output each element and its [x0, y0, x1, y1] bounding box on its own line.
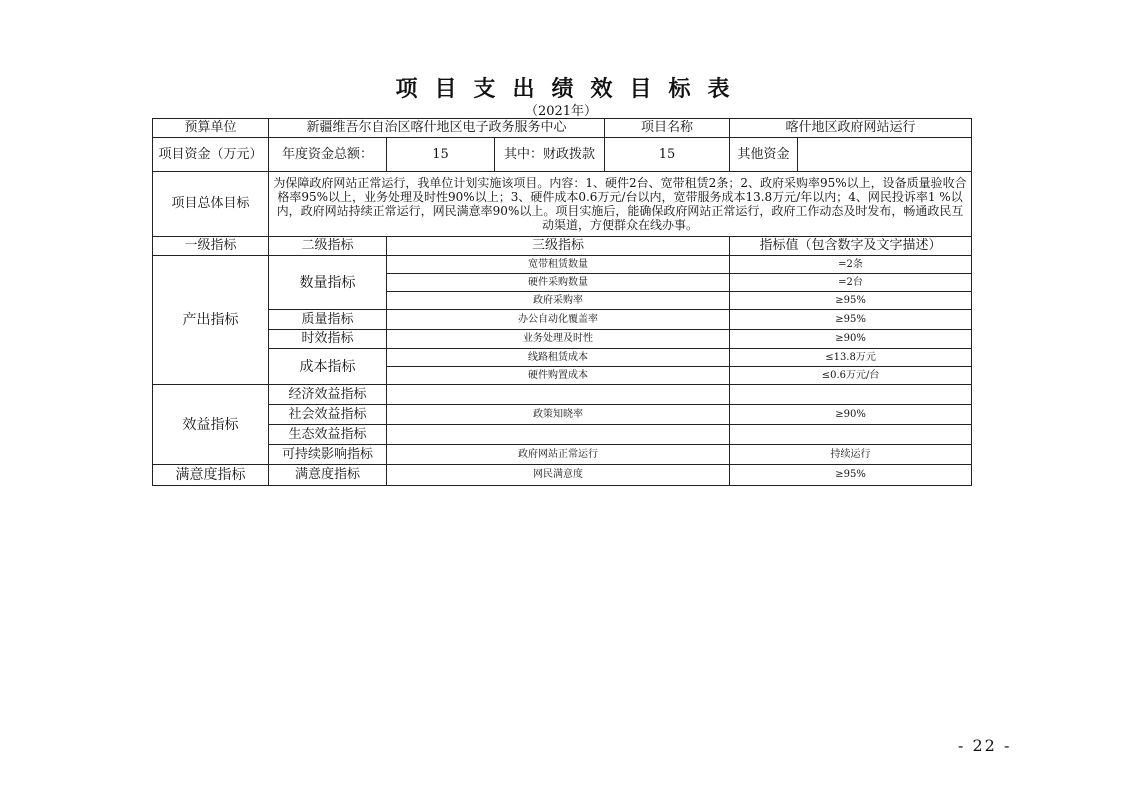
- indicator-value: ≤13.8万元: [730, 349, 972, 367]
- satisfaction-sub-label: 满意度指标: [269, 465, 387, 486]
- performance-table: [152, 118, 972, 486]
- budget-unit-value: 新疆维吾尔自治区喀什地区电子政务服务中心: [269, 119, 605, 138]
- project-name-value: 喀什地区政府网站运行: [730, 119, 972, 138]
- indicator-name: 政府网站正常运行: [387, 445, 730, 465]
- table-row: [153, 310, 972, 330]
- cost-indicator-label: 成本指标: [269, 349, 387, 385]
- table-row: [153, 425, 972, 445]
- indicator-name: 政策知晓率: [387, 405, 730, 425]
- level3-header: 三级指标: [387, 237, 730, 256]
- indicator-name: [387, 425, 730, 445]
- social-benefit-label: 社会效益指标: [269, 405, 387, 425]
- table-row: [153, 405, 972, 425]
- indicator-name: 办公自动化覆盖率: [387, 310, 730, 330]
- satisfaction-indicator-label: 满意度指标: [153, 465, 269, 486]
- table-row: [153, 138, 972, 172]
- indicator-value: [730, 425, 972, 445]
- table-row: [153, 349, 972, 367]
- level2-header: 二级指标: [269, 237, 387, 256]
- indicator-value: ≤0.6万元/台: [730, 367, 972, 385]
- annual-total-value: 15: [387, 138, 495, 172]
- indicator-name: 网民满意度: [387, 465, 730, 486]
- indicator-name: 业务处理及时性: [387, 330, 730, 349]
- output-indicator-label: 产出指标: [153, 256, 269, 385]
- fiscal-allocation-value: 15: [605, 138, 730, 172]
- fiscal-allocation-label: 其中：财政拨款: [495, 138, 605, 172]
- indicator-name: 政府采购率: [387, 292, 730, 310]
- indicator-value: =2条: [730, 256, 972, 274]
- indicator-name: 线路租赁成本: [387, 349, 730, 367]
- table-row: [153, 237, 972, 256]
- indicator-value: ≥95%: [730, 465, 972, 486]
- indicator-value: [730, 385, 972, 405]
- table-row: [153, 172, 972, 237]
- page-number: - 22 -: [958, 736, 1012, 755]
- indicator-value: ≥90%: [730, 405, 972, 425]
- indicator-value: ≥95%: [730, 292, 972, 310]
- table-row: [153, 385, 972, 405]
- indicator-name: 宽带租赁数量: [387, 256, 730, 274]
- sustainable-impact-label: 可持续影响指标: [269, 445, 387, 465]
- project-funds-label: 项目资金（万元）: [153, 138, 269, 172]
- indicator-name: 硬件采购数量: [387, 274, 730, 292]
- table-row: [153, 465, 972, 486]
- indicator-name: 硬件购置成本: [387, 367, 730, 385]
- indicator-name: [387, 385, 730, 405]
- table-row: [153, 445, 972, 465]
- indicator-value: ≥90%: [730, 330, 972, 349]
- indicator-value: =2台: [730, 274, 972, 292]
- table-row: [153, 256, 972, 274]
- other-funds-label: 其他资金: [730, 138, 798, 172]
- quality-indicator-label: 质量指标: [269, 310, 387, 330]
- indicator-value: 持续运行: [730, 445, 972, 465]
- indicator-value: ≥95%: [730, 310, 972, 330]
- overall-goal-label: 项目总体目标: [153, 172, 269, 237]
- project-name-label: 项目名称: [605, 119, 730, 138]
- annual-total-label: 年度资金总额：: [269, 138, 387, 172]
- quantity-indicator-label: 数量指标: [269, 256, 387, 310]
- ecological-benefit-label: 生态效益指标: [269, 425, 387, 445]
- document-title: 项目支出绩效目标表: [395, 76, 747, 102]
- overall-goal-text: 为保障政府网站正常运行，我单位计划实施该项目。内容：1、硬件2台、宽带租赁2条；2、政府采购率95%以上，设备质量验收合格率95%以上，业务处理及时性90%以上；3、硬件成本0.6万元/台以内，宽带服务成本13.8万元/年以内；4、网民投诉率1 %以内，政府网站持续正常运行，网民满意率90%以上。项目实施后，能确保政府网站正常运行，政府工作动态及时发布，畅通政民互动渠道，方便群众在线办事。: [269, 172, 972, 237]
- budget-unit-label: 预算单位: [153, 119, 269, 138]
- benefit-indicator-label: 效益指标: [153, 385, 269, 465]
- table-row: [153, 119, 972, 138]
- level1-header: 一级指标: [153, 237, 269, 256]
- timeliness-indicator-label: 时效指标: [269, 330, 387, 349]
- other-funds-value: [798, 138, 972, 172]
- document-year: （2021年）: [524, 104, 598, 119]
- table-row: [153, 330, 972, 349]
- value-header: 指标值（包含数字及文字描述）: [730, 237, 972, 256]
- economic-benefit-label: 经济效益指标: [269, 385, 387, 405]
